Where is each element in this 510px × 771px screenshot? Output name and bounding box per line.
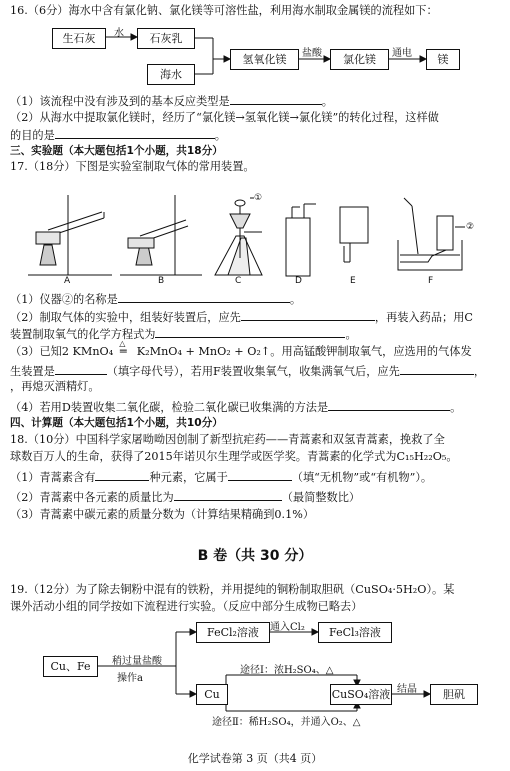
arrow-label-hcl: 盐酸: [302, 48, 322, 59]
q17-part3c: ，再熄灭酒精灯。: [10, 380, 100, 393]
node-fecl2: FeCl₂溶液: [196, 622, 270, 643]
q18-part3: （3）青蒿素中碳元素的质量分数为（计算结果精确到0.1%）: [10, 508, 315, 521]
op-a-label: 操作a: [117, 673, 143, 684]
label-c: C: [235, 276, 242, 286]
route1-label: 途径Ⅰ：浓H₂SO₄、△: [240, 665, 334, 676]
q19-line2: 课外活动小组的同学按如下流程进行实验。（反应中部分生成物已略去）: [10, 600, 363, 613]
q18-part2: （2）青蒿素中各元素的质量比为 （最简整数比）: [10, 491, 361, 504]
heat-condition: △: [119, 339, 126, 348]
cl2-label: 通入Cl₂: [270, 622, 305, 633]
node-blue-vitriol: 胆矾: [430, 684, 478, 705]
label-d: D: [295, 276, 302, 286]
node-mg-chloride: 氯化镁: [330, 49, 389, 70]
label-f: F: [428, 276, 434, 286]
op-hcl-label: 稍过量盐酸: [112, 656, 162, 667]
q16-stem: 16.（6分）海水中含有氯化钠、氯化镁等可溶性盐，利用海水制取金属镁的流程如下：: [10, 4, 438, 17]
node-quicklime: 生石灰: [52, 28, 106, 49]
q17-part1: （1）仪器②的名称是 。: [10, 293, 302, 306]
node-cu: Cu: [196, 684, 228, 705]
arrow-label-electrolysis: 通电: [392, 48, 412, 59]
q18-line2: 球数百万人的生命，获得了2015年诺贝尔生理学或医学奖。青蒿素的化学式为C₁₅H₂₂O₅。: [10, 450, 458, 463]
q17-stem: 17.（18分）下图是实验室制取气体的常用装置。: [10, 160, 255, 173]
node-mg-hydroxide: 氢氧化镁: [230, 49, 299, 70]
node-lime-milk: 石灰乳: [137, 28, 195, 49]
q19-line1: 19.（12分）为了除去铜粉中混有的铁粉，并用提纯的铜粉制取胆矾（CuSO₄·5H₂O）。某: [10, 583, 455, 596]
section-experiment-heading: 三、实验题（本大题包括1个小题，共18分）: [10, 145, 223, 157]
label-a: A: [64, 276, 71, 286]
node-cu-fe: Cu、Fe: [43, 656, 98, 677]
node-fecl3: FeCl₃溶液: [318, 622, 392, 643]
page-footer: 化学试卷第 3 页（共4 页）: [187, 752, 323, 765]
q16-part2b: 的目的是 。: [10, 129, 226, 142]
node-cuso4: CuSO₄溶液: [330, 684, 392, 705]
q17-part3b: 生装置是 （填字母代号），若用F装置收集氧气，收集满氧气后，应先 ，: [10, 365, 486, 378]
q16-part1: （1）该流程中没有涉及到的基本反应类型是 。: [10, 95, 333, 108]
mark-circled-1: ①: [254, 193, 263, 203]
part-b-heading: B 卷（共 30 分）: [197, 548, 313, 564]
mark-circled-2: ②: [466, 222, 475, 232]
q18-line1: 18.（10分）中国科学家屠呦呦因创制了新型抗疟药——青蒿素和双氢青蒿素，挽救了全: [10, 433, 445, 446]
section-calc-heading: 四、计算题（本大题包括1个小题，共10分）: [10, 417, 223, 429]
q17-part4: （4）若用D装置收集二氧化碳，检验二氧化碳已收集满的方法是 。: [10, 401, 462, 414]
label-b: B: [158, 276, 165, 286]
label-e: E: [350, 276, 356, 286]
q17-part3a: （3）已知2 KMnO₄ △ ═ K₂MnO₄ + MnO₂ + O₂↑。用高锰酸钾制取氧气，应选用的气体发: [10, 339, 472, 358]
crystallize-label: 结晶: [397, 684, 417, 695]
q18-part1: （1）青蒿素含有 种元素，它属于 （填“无机物”或“有机物”）。: [10, 471, 433, 484]
node-seawater: 海水: [147, 64, 195, 85]
node-magnesium: 镁: [426, 49, 460, 70]
q16-part2a: （2）从海水中提取氯化镁时，经历了“氯化镁→氢氧化镁→氯化镁”的转化过程，这样做: [10, 111, 439, 124]
arrow-label-water: 水: [114, 28, 124, 39]
route2-label: 途径Ⅱ：稀H₂SO₄，并通入O₂、△: [212, 717, 361, 728]
q17-part2a: （2）制取气体的实验中，组装好装置后，应先 ，再装入药品；用C: [10, 311, 473, 324]
q17-part2b: 装置制取氧气的化学方程式为 。: [10, 328, 357, 341]
